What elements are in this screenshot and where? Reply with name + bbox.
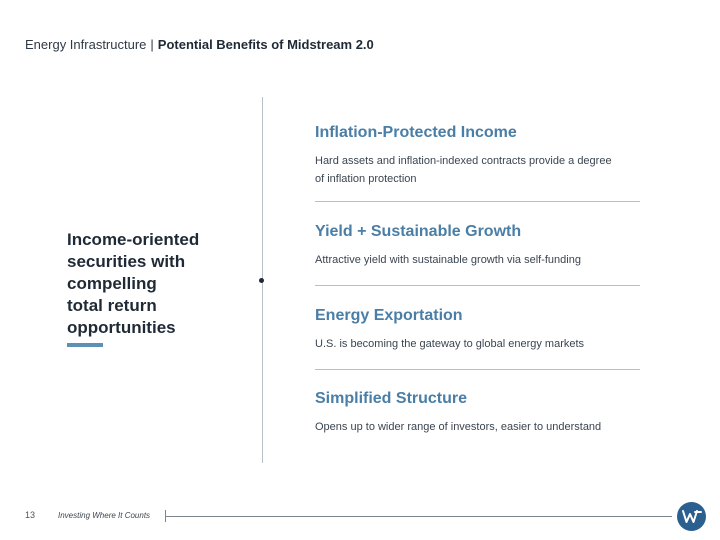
headline-line: securities with (67, 252, 186, 271)
benefit-divider (315, 201, 640, 202)
divider-dot (259, 278, 264, 283)
benefit-description: Opens up to wider range of investors, easier to understand (315, 421, 602, 433)
headline-line: Income-oriented (67, 230, 200, 249)
header-section: Energy Infrastructure (25, 37, 147, 52)
benefit-title: Inflation-Protected Income (315, 124, 517, 141)
benefit-description: Attractive yield with sustainable growth via self-funding (315, 254, 581, 266)
benefit-title: Simplified Structure (315, 390, 468, 407)
benefit-item (315, 123, 645, 188)
headline-line: compelling (67, 274, 157, 293)
accent-bar (67, 343, 103, 347)
benefit-item (315, 306, 645, 353)
left-headline (67, 229, 237, 339)
headline-line: total return (67, 296, 157, 315)
page-title: Potential Benefits of Midstream 2.0 (157, 37, 374, 52)
benefit-divider (315, 369, 640, 370)
page-header (25, 37, 374, 52)
page-number: 13 (25, 510, 36, 520)
benefit-item (315, 389, 645, 436)
wt-logo-icon (677, 502, 706, 531)
benefit-description: Hard assets and inflation-indexed contracts provide a degree of inflation protection (315, 155, 612, 185)
benefit-item (315, 222, 645, 269)
footer-rule (166, 516, 672, 517)
benefit-description: U.S. is becoming the gateway to global energy markets (315, 338, 585, 350)
footer-tagline: Investing Where It Counts (58, 511, 151, 520)
headline-line: opportunities (67, 318, 176, 337)
benefit-divider (315, 285, 640, 286)
benefit-title: Yield + Sustainable Growth (315, 223, 522, 240)
header-separator: | (150, 37, 154, 52)
benefit-title: Energy Exportation (315, 307, 463, 324)
